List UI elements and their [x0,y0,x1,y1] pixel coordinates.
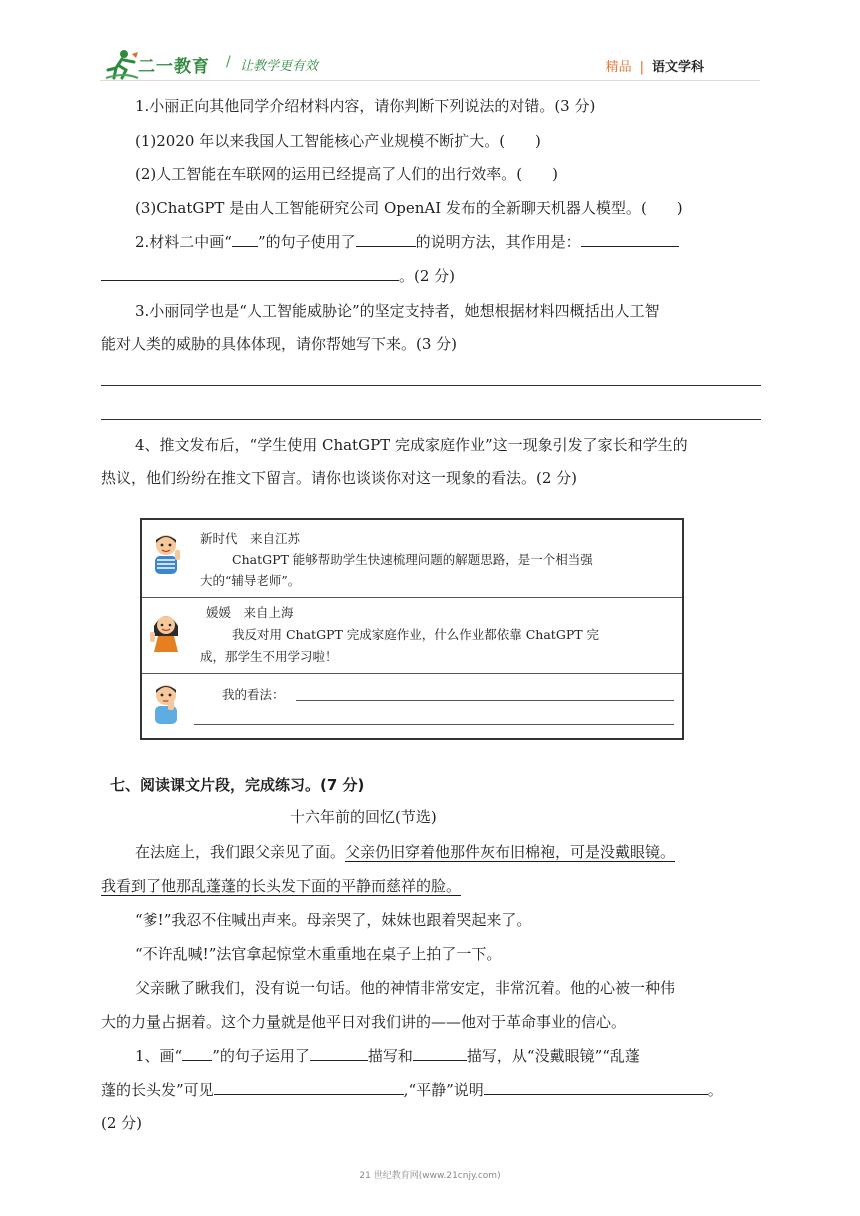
passage-p2: “爹!”我忍不住喊出声来。母亲哭了，妹妹也跟着哭起来了。 [135,911,532,929]
comment-box [140,518,684,740]
quality-label: 精品 [605,60,632,75]
blank-description-1[interactable] [310,1045,368,1061]
blank-inference[interactable] [214,1079,404,1095]
comment-1-text-1: ChatGPT 能够帮助学生快速梳理问题的解题思路，是一个相当强 [232,552,593,567]
q1-item-3: (3)ChatGPT 是由人工智能研究公司 OpenAI 发布的全新聊天机器人模型。( ) [135,199,683,217]
q2-line-1: 2.材料二中画“ ”的句子使用了 的说明方法，其作用是： [135,231,679,253]
blank-function-1[interactable] [581,231,679,247]
comment-2-author: 媛媛 来自上海 [206,605,294,620]
section-7-heading: 七、阅读课文片段，完成练习。(7 分) [110,776,365,794]
q1-stem: 1.小丽正向其他同学介绍材料内容，请你判断下列说法的对错。(3 分) [135,97,596,115]
opinion-line-2[interactable] [194,724,674,725]
badge-divider: | [639,60,644,75]
comment-divider-2 [142,673,682,674]
blank-underline-marker-2[interactable] [182,1045,212,1061]
comment-divider-1 [142,597,682,598]
boy-avatar-icon [148,532,184,576]
passage-p1-line-1: 在法庭上，我们跟父亲见了面。父亲仍旧穿着他那件灰布旧棉袍，可是没戴眼镜。 [135,843,676,861]
q3-line-2: 能对人类的威胁的具体体现，请你帮她写下来。(3 分) [101,335,458,353]
passage-p3: “不许乱喊!”法官拿起惊堂木重重地在桌子上拍了一下。 [135,945,502,963]
blank-calm-meaning[interactable] [484,1079,708,1095]
comment-1-text-2: 大的“辅导老师”。 [200,573,301,588]
blank-underline-marker[interactable] [232,231,258,247]
s7-q1-line-1: 1、画“ ”的句子运用了 描写和 描写，从“没戴眼镜”“乱蓬 [135,1047,640,1065]
header-rule [100,80,760,81]
comment-2-text-1: 我反对用 ChatGPT 完成家庭作业，什么作业都依靠 ChatGPT 完 [232,627,600,642]
q3-line-1: 3.小丽同学也是“人工智能威胁论”的坚定支持者，她想根据材料四概括出人工智 [135,302,660,320]
passage-p4-line-1: 父亲瞅了瞅我们，没有说一句话。他的神情非常安定，非常沉着。他的心被一种伟 [135,979,676,997]
comment-2-text-2: 成，那学生不用学习啦！ [200,649,338,664]
underlined-sentence-2: 我看到了他那乱蓬蓬的长头发下面的平静而慈祥的脸。 [101,877,462,895]
page-footer: 21 世纪教育网(www.21cnjy.com) [359,1171,501,1181]
q2-line-2: 。(2 分) [101,265,455,287]
thinking-boy-avatar-icon [148,682,184,726]
blank-function-2[interactable] [101,265,399,281]
subject-label: 语文学科 [651,60,704,75]
answer-line-2[interactable] [101,419,761,420]
passage-p4-line-2: 大的力量占据着。这个力量就是他平日对我们讲的——他对于革命事业的信心。 [101,1013,627,1031]
header-badge [606,56,704,75]
answer-line-1[interactable] [101,385,761,386]
underlined-sentence-1: 父亲仍旧穿着他那件灰布旧棉袍，可是没戴眼镜。 [345,843,676,861]
opinion-line-1[interactable] [296,700,674,701]
passage-title: 十六年前的回忆(节选) [290,808,437,826]
girl-avatar-icon [148,610,184,654]
comment-1-author: 新时代 来自江苏 [200,531,301,546]
brand-slogan: 让教学更有效 [240,59,319,74]
my-opinion-label: 我的看法： [222,687,285,702]
q4-line-1: 4、推文发布后，“学生使用 ChatGPT 完成家庭作业”这一现象引发了家长和学生的 [135,436,688,454]
brand-name: 二一教育 [138,57,210,77]
s7-q1-score: (2 分) [101,1114,143,1132]
s7-q1-line-2: 蓬的长头发”可见 ,“平静”说明 。 [101,1081,723,1099]
q1-item-1: (1)2020 年以来我国人工智能核心产业规模不断扩大。( ) [135,132,541,150]
q4-line-2: 热议，他们纷纷在推文下留言。请你也谈谈你对这一现象的看法。(2 分) [101,469,578,487]
blank-method[interactable] [356,231,416,247]
blank-description-2[interactable] [413,1045,467,1061]
q1-item-2: (2)人工智能在车联网的运用已经提高了人们的出行效率。( ) [135,165,558,183]
header-separator: / [226,54,231,70]
